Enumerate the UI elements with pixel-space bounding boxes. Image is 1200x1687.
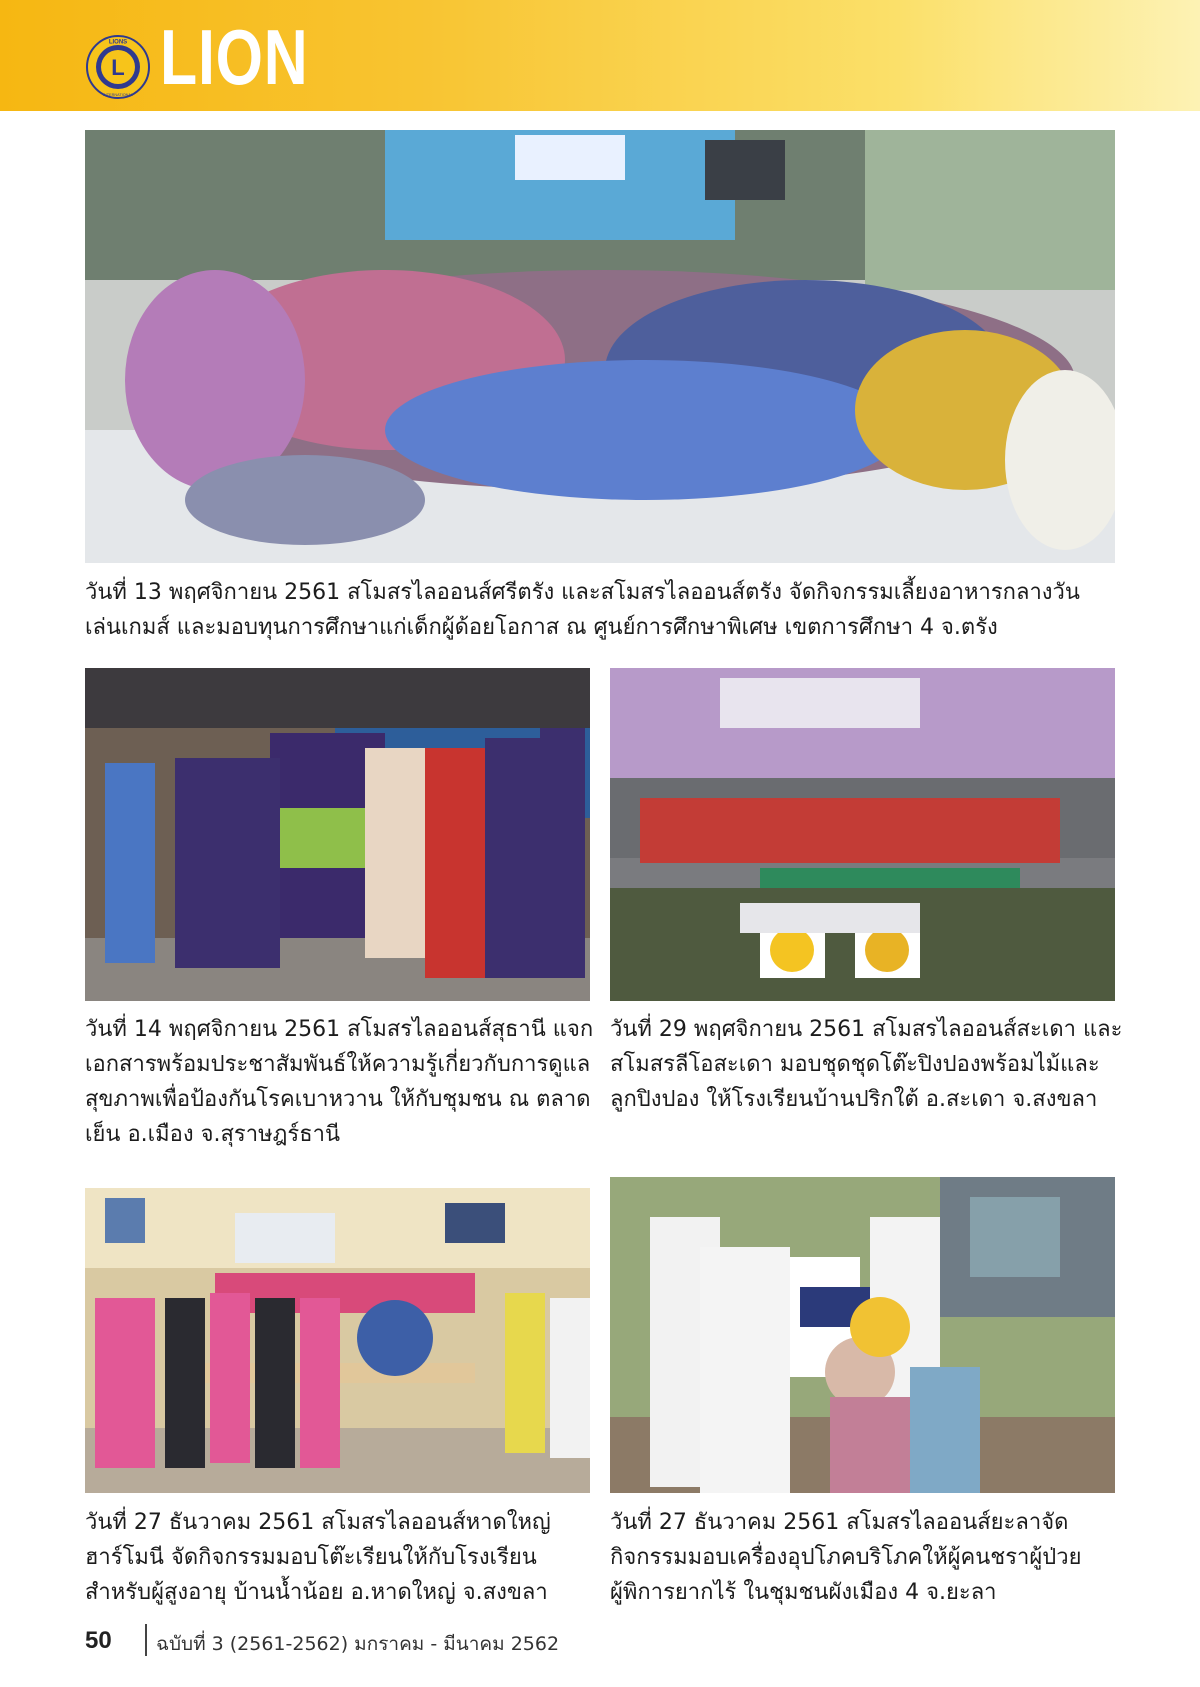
caption-line: เล่นเกมส์ และมอบทุนการศึกษาแก่เด็กผู้ด้อยโอกาส ณ ศูนย์การศึกษาพิเศษ เขตการศึกษา 4 จ.ตรัง [85, 615, 998, 640]
caption-line: สำหรับผู้สูงอายุ บ้านน้ำน้อย อ.หาดใหญ่ จ.สงขลา [85, 1580, 548, 1605]
brand-title: LION [160, 13, 309, 101]
caption-line: วันที่ 13 พฤศจิกายน 2561 สโมสรไลออนส์ศรีตรัง และสโมสรไลออนส์ตรัง จัดกิจกรรมเลี้ยงอาหารกลางวัน [85, 580, 1080, 605]
caption-line: เย็น อ.เมือง จ.สุราษฎร์ธานี [85, 1122, 341, 1147]
lions-logo-icon [86, 35, 150, 99]
logo-bottom-text: INTERNATIONAL [102, 93, 134, 97]
caption-2 [85, 1012, 594, 1152]
logo-letter: L [111, 55, 125, 80]
caption-line: เอกสารพร้อมประชาสัมพันธ์ให้ความรู้เกี่ยวกับการดูแล [85, 1052, 591, 1077]
caption-4 [85, 1505, 590, 1610]
caption-line: วันที่ 29 พฤศจิกายน 2561 สโมสรไลออนส์สะเดา และ [610, 1017, 1123, 1042]
footer-divider [145, 1624, 147, 1656]
caption-line: วันที่ 27 ธันวาคม 2561 สโมสรไลออนส์หาดใหญ่ [85, 1510, 551, 1535]
logo-top-text: LIONS [108, 39, 128, 46]
photo-group-children [85, 130, 1115, 563]
caption-line: วันที่ 27 ธันวาคม 2561 สโมสรไลออนส์ยะลาจัด [610, 1510, 1069, 1535]
caption-line: สุขภาพเพื่อป้องกันโรคเบาหวาน ให้กับชุมชน ณ ตลาด [85, 1087, 591, 1112]
header-banner [0, 0, 1200, 111]
caption-line: สโมสรลีโอสะเดา มอบชุดชุดโต๊ะปิงปองพร้อมไม้และ [610, 1052, 1100, 1077]
photo-elderly-donation [610, 1177, 1115, 1493]
caption-line: วันที่ 14 พฤศจิกายน 2561 สโมสรไลออนส์สุธานี แจก [85, 1017, 594, 1042]
caption-line: ผู้พิการยากไร้ ในชุมชนผังเมือง 4 จ.ยะลา [610, 1580, 997, 1605]
caption-line: ลูกปิงปอง ให้โรงเรียนบ้านปริกใต้ อ.สะเดา จ.สงขลา [610, 1087, 1098, 1112]
caption-3 [610, 1012, 1123, 1117]
issue-info: ฉบับที่ 3 (2561-2562) มกราคม - มีนาคม 2562 [156, 1633, 560, 1655]
photo-school-pingpong [610, 668, 1115, 1001]
caption-line: ฮาร์โมนี จัดกิจกรรมมอบโต๊ะเรียนให้กับโรงเรียน [85, 1545, 537, 1570]
caption-line: กิจกรรมมอบเครื่องอุปโภคบริโภคให้ผู้คนชราผู้ป่วย [610, 1545, 1082, 1570]
photo-desk-donation [85, 1188, 590, 1493]
caption-1 [85, 575, 1115, 645]
photo-market-diabetes [85, 668, 590, 1001]
caption-5 [610, 1505, 1115, 1610]
page-number: 50 [85, 1627, 112, 1654]
